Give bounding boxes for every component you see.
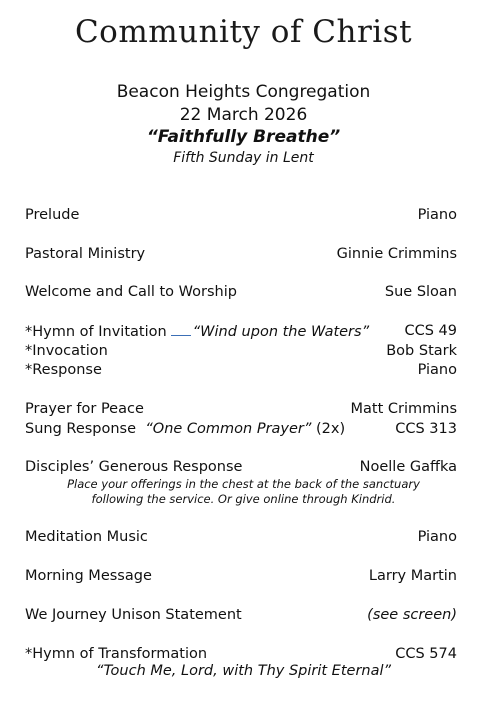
item-label: Welcome and Call to Worship — [25, 284, 237, 300]
service-date: 22 March 2026 — [179, 105, 308, 125]
item-leader: Sue Sloan — [384, 284, 457, 300]
item-label: *Hymn of Transformation — [25, 646, 208, 662]
item-leader: Matt Crimmins — [350, 401, 457, 417]
program-item-hymn-invitation — [25, 321, 457, 341]
item-leader: Bob Stark — [386, 343, 457, 359]
item-leader: Piano — [417, 529, 457, 545]
underline-link-mark — [171, 321, 191, 336]
item-label: Disciples’ Generous Response — [25, 459, 243, 475]
program-item-journey — [25, 605, 457, 625]
offering-note-line-1: Place your offerings in the chest at the back of the sanctuary — [67, 477, 420, 491]
item-label: Pastoral Ministry — [25, 246, 146, 262]
program-item-meditation — [25, 527, 457, 547]
hymn-number: CCS 574 — [395, 646, 457, 662]
hymn-title: “Wind upon the Waters” — [192, 324, 370, 340]
item-leader: Piano — [417, 362, 457, 378]
item-label: We Journey Unison Statement — [25, 607, 242, 623]
program-item-response — [25, 360, 457, 380]
program-item-prayer-peace — [25, 399, 457, 419]
closing-hymn-title: “Touch Me, Lord, with Thy Spirit Eternal” — [95, 663, 392, 679]
program-item-welcome — [25, 282, 457, 302]
item-label: Prayer for Peace — [25, 401, 144, 417]
program-item-invocation — [25, 341, 457, 361]
program-item-hymn-transformation — [25, 644, 457, 664]
congregation-name: Beacon Heights Congregation — [116, 82, 371, 102]
item-leader: Piano — [417, 207, 457, 223]
service-theme: “Faithfully Breathe” — [146, 127, 341, 147]
item-leader: (see screen) — [367, 607, 457, 623]
item-label: Sung Response — [25, 421, 137, 437]
item-label: Morning Message — [25, 568, 152, 584]
logo-wordmark: Community of Christ — [74, 14, 413, 50]
offering-note-line-2: following the service. Or give online through Kindrid. — [91, 492, 396, 506]
item-leader: Ginnie Crimmins — [336, 246, 457, 262]
program-item-message — [25, 566, 457, 586]
item-label: *Response — [25, 362, 102, 378]
program-item-prelude — [25, 205, 457, 225]
program-item-sung-response — [25, 419, 457, 439]
song-title: “One Common Prayer” — [145, 421, 312, 437]
program-item-generous-response — [25, 457, 457, 477]
item-label: Meditation Music — [25, 529, 148, 545]
item-label: *Hymn of Invitation — [25, 324, 167, 340]
repeat-note: (2x) — [316, 421, 346, 437]
service-subtitle: Fifth Sunday in Lent — [173, 150, 314, 166]
hymn-number: CCS 313 — [395, 421, 457, 437]
item-leader: Noelle Gaffka — [359, 459, 457, 475]
hymn-number: CCS 49 — [404, 323, 457, 339]
program-item-pastoral — [25, 244, 457, 264]
item-label: *Invocation — [25, 343, 108, 359]
item-leader: Larry Martin — [368, 568, 457, 584]
item-label: Prelude — [25, 207, 80, 223]
